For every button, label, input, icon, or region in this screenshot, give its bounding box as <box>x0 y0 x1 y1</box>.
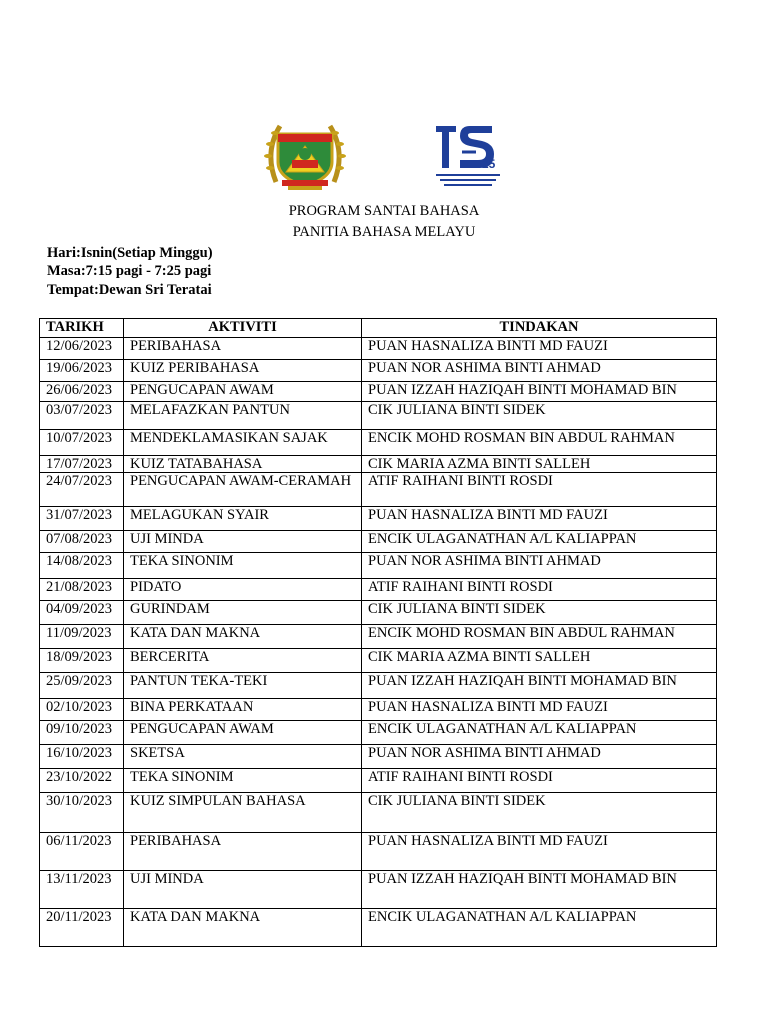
table-row <box>40 793 717 833</box>
row-date: 04/09/2023 <box>40 601 124 625</box>
table-row <box>40 579 717 601</box>
row-date: 21/08/2023 <box>40 579 124 601</box>
table-row <box>40 745 717 769</box>
row-date: 13/11/2023 <box>40 871 124 909</box>
table-row <box>40 601 717 625</box>
row-activity: KATA DAN MAKNA <box>124 909 362 947</box>
row-action: ATIF RAIHANI BINTI ROSDI <box>362 473 717 507</box>
info-day: Hari:Isnin(Setiap Minggu) <box>47 245 213 261</box>
row-action: ENCIK ULAGANATHAN A/L KALIAPPAN <box>362 909 717 947</box>
row-action: PUAN HASNALIZA BINTI MD FAUZI <box>362 507 717 531</box>
table-row <box>40 360 717 382</box>
info-place: Tempat:Dewan Sri Teratai <box>47 282 212 298</box>
row-activity: PENGUCAPAN AWAM <box>124 382 362 402</box>
row-date: 18/09/2023 <box>40 649 124 673</box>
table-row <box>40 721 717 745</box>
table-row <box>40 430 717 456</box>
row-date: 02/10/2023 <box>40 699 124 721</box>
ts25-logo <box>430 122 506 190</box>
row-date: 16/10/2023 <box>40 745 124 769</box>
row-action: PUAN HASNALIZA BINTI MD FAUZI <box>362 338 717 360</box>
table-header-row <box>40 319 717 338</box>
row-date: 26/06/2023 <box>40 382 124 402</box>
table-row <box>40 402 717 430</box>
row-date: 14/08/2023 <box>40 553 124 579</box>
row-action: CIK JULIANA BINTI SIDEK <box>362 601 717 625</box>
row-date: 20/11/2023 <box>40 909 124 947</box>
row-date: 25/09/2023 <box>40 673 124 699</box>
row-date: 07/08/2023 <box>40 531 124 553</box>
row-action: PUAN IZZAH HAZIQAH BINTI MOHAMAD BIN <box>362 871 717 909</box>
row-date: 30/10/2023 <box>40 793 124 833</box>
row-date: 24/07/2023 <box>40 473 124 507</box>
row-activity: PERIBAHASA <box>124 833 362 871</box>
row-action: ATIF RAIHANI BINTI ROSDI <box>362 579 717 601</box>
table-row <box>40 456 717 473</box>
row-date: 12/06/2023 <box>40 338 124 360</box>
row-activity: MELAFAZKAN PANTUN <box>124 402 362 430</box>
row-activity: SKETSA <box>124 745 362 769</box>
row-date: 03/07/2023 <box>40 402 124 430</box>
row-date: 19/06/2023 <box>40 360 124 382</box>
row-date: 06/11/2023 <box>40 833 124 871</box>
row-activity: PENGUCAPAN AWAM <box>124 721 362 745</box>
table-row <box>40 833 717 871</box>
row-activity: KUIZ PERIBAHASA <box>124 360 362 382</box>
program-title: PROGRAM SANTAI BAHASA <box>288 203 480 219</box>
row-action: PUAN HASNALIZA BINTI MD FAUZI <box>362 699 717 721</box>
table-row <box>40 909 717 947</box>
row-action: PUAN NOR ASHIMA BINTI AHMAD <box>362 360 717 382</box>
row-activity: MENDEKLAMASIKAN SAJAK <box>124 430 362 456</box>
row-action: CIK MARIA AZMA BINTI SALLEH <box>362 649 717 673</box>
row-action: ENCIK ULAGANATHAN A/L KALIAPPAN <box>362 531 717 553</box>
row-activity: PANTUN TEKA-TEKI <box>124 673 362 699</box>
row-activity: BINA PERKATAAN <box>124 699 362 721</box>
row-action: PUAN NOR ASHIMA BINTI AHMAD <box>362 745 717 769</box>
table-row <box>40 673 717 699</box>
header-action: TINDAKAN <box>362 319 717 338</box>
table-row <box>40 473 717 507</box>
row-activity: GURINDAM <box>124 601 362 625</box>
row-activity: TEKA SINONIM <box>124 553 362 579</box>
schedule-table <box>39 318 717 947</box>
row-activity: PIDATO <box>124 579 362 601</box>
row-activity: UJI MINDA <box>124 871 362 909</box>
row-date: 09/10/2023 <box>40 721 124 745</box>
row-activity: MELAGUKAN SYAIR <box>124 507 362 531</box>
row-action: PUAN IZZAH HAZIQAH BINTI MOHAMAD BIN <box>362 382 717 402</box>
svg-text:25: 25 <box>482 157 496 171</box>
table-row <box>40 531 717 553</box>
row-action: PUAN NOR ASHIMA BINTI AHMAD <box>362 553 717 579</box>
row-date: 11/09/2023 <box>40 625 124 649</box>
info-time: Masa:7:15 pagi - 7:25 pagi <box>47 263 212 279</box>
table-row <box>40 382 717 402</box>
row-activity: KUIZ SIMPULAN BAHASA <box>124 793 362 833</box>
table-row <box>40 769 717 793</box>
table-row <box>40 625 717 649</box>
row-activity: UJI MINDA <box>124 531 362 553</box>
row-action: PUAN HASNALIZA BINTI MD FAUZI <box>362 833 717 871</box>
header-date: TARIKH <box>40 319 124 338</box>
row-action: ATIF RAIHANI BINTI ROSDI <box>362 769 717 793</box>
row-action: CIK JULIANA BINTI SIDEK <box>362 793 717 833</box>
row-action: ENCIK MOHD ROSMAN BIN ABDUL RAHMAN <box>362 625 717 649</box>
row-date: 17/07/2023 <box>40 456 124 473</box>
row-date: 10/07/2023 <box>40 430 124 456</box>
row-date: 23/10/2022 <box>40 769 124 793</box>
row-action: ENCIK ULAGANATHAN A/L KALIAPPAN <box>362 721 717 745</box>
committee-title: PANITIA BAHASA MELAYU <box>292 224 476 240</box>
table-row <box>40 338 717 360</box>
row-activity: PERIBAHASA <box>124 338 362 360</box>
header-activity: AKTIVITI <box>124 319 362 338</box>
row-activity: KATA DAN MAKNA <box>124 625 362 649</box>
table-row <box>40 699 717 721</box>
row-action: CIK MARIA AZMA BINTI SALLEH <box>362 456 717 473</box>
table-row <box>40 553 717 579</box>
row-activity: PENGUCAPAN AWAM-CERAMAH <box>124 473 362 507</box>
school-crest-logo <box>262 112 348 194</box>
table-row <box>40 871 717 909</box>
row-action: ENCIK MOHD ROSMAN BIN ABDUL RAHMAN <box>362 430 717 456</box>
row-activity: KUIZ TATABAHASA <box>124 456 362 473</box>
row-date: 31/07/2023 <box>40 507 124 531</box>
row-action: CIK JULIANA BINTI SIDEK <box>362 402 717 430</box>
table-row <box>40 507 717 531</box>
row-activity: BERCERITA <box>124 649 362 673</box>
row-activity: TEKA SINONIM <box>124 769 362 793</box>
table-row <box>40 649 717 673</box>
row-action: PUAN IZZAH HAZIQAH BINTI MOHAMAD BIN <box>362 673 717 699</box>
